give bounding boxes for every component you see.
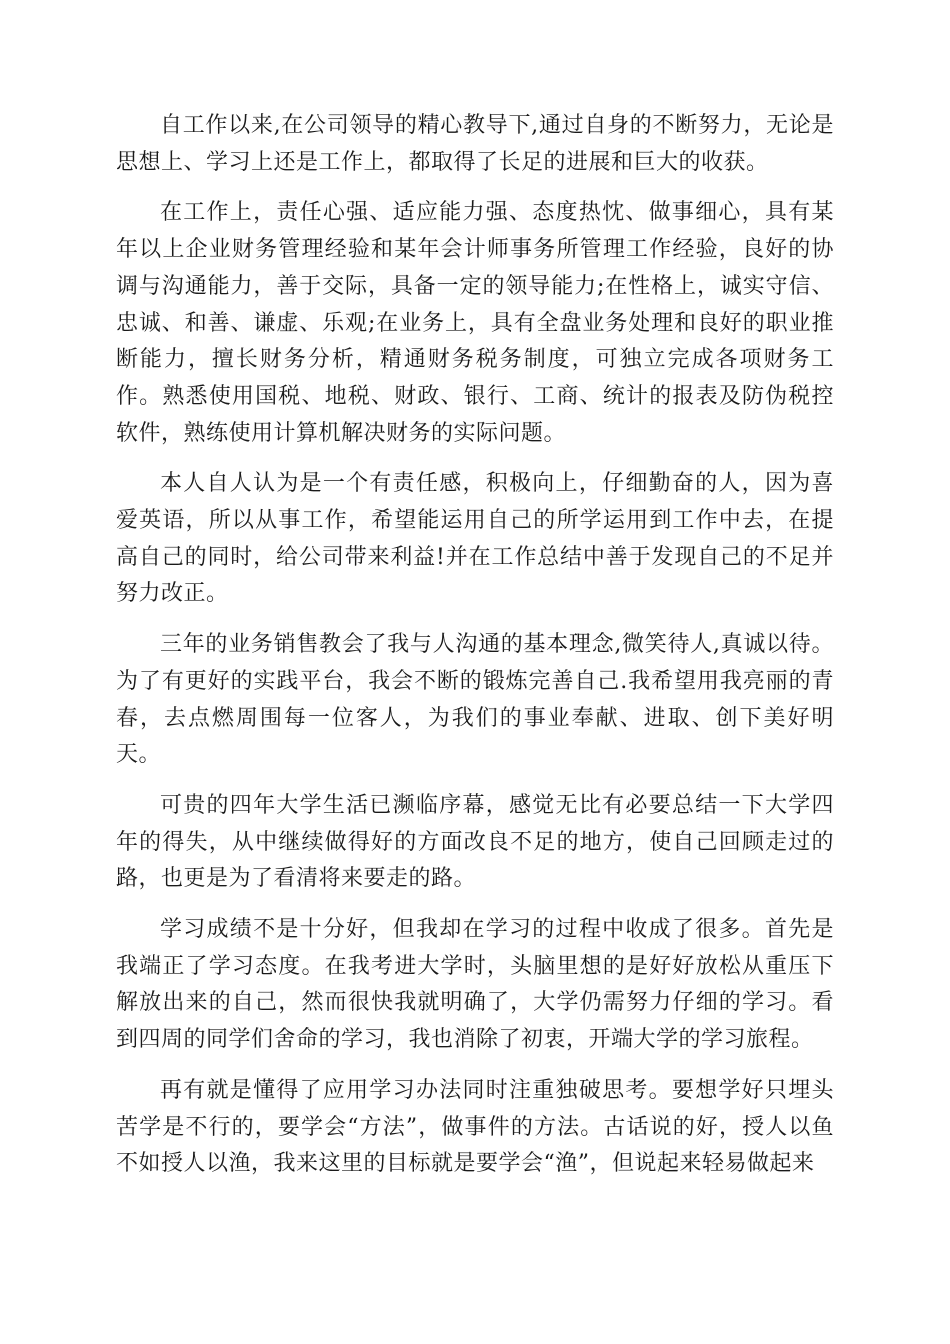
paragraph-1: 自工作以来,在公司领导的精心教导下,通过自身的不断努力，无论是思想上、学习上还是工作上，都取得了长足的进展和巨大的收获。 (116, 113, 834, 175)
paragraph-3: 本人自人认为是一个有责任感，积极向上，仔细勤奋的人，因为喜爱英语，所以从事工作，希望能运用自己的所学运用到工作中去，在提高自己的同时，给公司带来利益!并在工作总结中善于发现自己的不足并努力改正。 (116, 471, 834, 607)
paragraph-6: 学习成绩不是十分好，但我却在学习的过程中收成了很多。首先是我端正了学习态度。在我考进大学时，头脑里想的是好好放松从重压下解放出来的自己，然而很快我就明确了，大学仍需努力仔细的学习。看到四周的同学们舍命的学习，我也消除了初衷，开端大学的学习旅程。 (116, 917, 834, 1053)
paragraph-2: 在工作上，责任心强、适应能力强、态度热忱、做事细心，具有某年以上企业财务管理经验和某年会计师事务所管理工作经验，良好的协调与沟通能力，善于交际，具备一定的领导能力;在性格上，诚实守信、忠诚、和善、谦虚、乐观;在业务上，具有全盘业务处理和良好的职业推断能力，擅长财务分析，精通财务税务制度，可独立完成各项财务工作。熟悉使用国税、地税、财政、银行、工商、统计的报表及防伪税控软件，熟练使用计算机解决财务的实际问题。 (116, 200, 834, 446)
paragraph-5: 可贵的四年大学生活已濒临序幕，感觉无比有必要总结一下大学四年的得失，从中继续做得好的方面改良不足的地方，使自己回顾走过的路，也更是为了看清将来要走的路。 (116, 792, 834, 892)
paragraph-7: 再有就是懂得了应用学习办法同时注重独破思考。要想学好只埋头苦学是不行的，要学会“方法”，做事件的方法。古话说的好，授人以鱼不如授人以渔，我来这里的目标就是要学会“渔”，但说起来轻易做起来 (116, 1077, 834, 1177)
document-body (116, 108, 834, 1197)
paragraph-4: 三年的业务销售教会了我与人沟通的基本理念,微笑待人,真诚以待。为了有更好的实践平台，我会不断的锻炼完善自己.我希望用我亮丽的青春，去点燃周围每一位客人，为我们的事业奉献、进取、创下美好明天。 (116, 632, 834, 768)
